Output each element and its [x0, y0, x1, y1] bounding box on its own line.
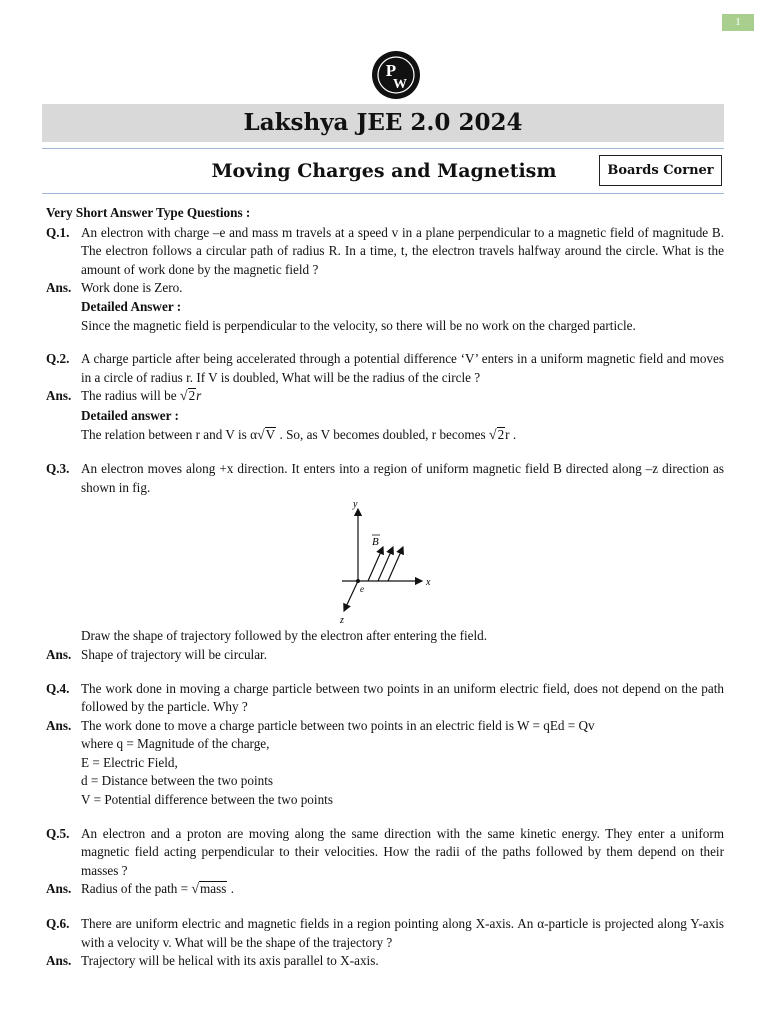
logo-letter-p: P [385, 61, 397, 80]
a2-label: Ans. [46, 388, 72, 404]
q5-text: An electron and a proton are moving along the same direction with the same kinetic energy. They enter a uniform magnetic field acting perpendicular to their velocities. How the radii of the paths followed by them depend on their masses ? [81, 825, 724, 878]
a4-text: The work done to move a charge particle between two points in an electric field is W = qEd = Qv [81, 717, 595, 733]
q1-label: Q.1. [46, 224, 70, 240]
question-2 [46, 350, 724, 387]
a4-line-1: where q = Magnitude of the charge, [81, 736, 270, 752]
a5-label: Ans. [46, 881, 72, 897]
electron-label: e [360, 584, 364, 595]
answer-5 [46, 880, 724, 900]
sqrt-icon: √ [488, 427, 497, 443]
section-heading: Very Short Answer Type Questions : [46, 205, 251, 220]
sqrt-icon: √ [191, 882, 200, 898]
a3-text: Shape of trajectory will be circular. [81, 646, 268, 662]
question-content [46, 204, 724, 971]
a4-line-4: V = Potential difference between the two points [81, 792, 333, 808]
a6-label: Ans. [46, 953, 72, 969]
answer-4 [46, 717, 724, 736]
a1-text: Work done is Zero. [81, 280, 183, 296]
question-4 [46, 680, 724, 717]
electron-dot [356, 579, 360, 583]
a5-suffix: . [230, 881, 235, 897]
a3-label: Ans. [46, 646, 72, 662]
answer-6 [46, 952, 724, 971]
document-title: Lakshya JEE 2.0 2024 [42, 104, 724, 142]
y-axis-label: y [353, 499, 358, 511]
a1-label: Ans. [46, 280, 72, 296]
q2-text: A charge particle after being accelerated through a potential difference ‘V’ enters in a uniform magnetic field and moves in a circle of radius r. If V is doubled, What will be the radius of the circle ? [81, 351, 724, 385]
q4-label: Q.4. [46, 680, 70, 696]
a2-detail-c: r . [505, 426, 517, 442]
answer-3 [46, 646, 724, 665]
a2-detail-heading: Detailed answer : [81, 407, 179, 423]
question-1 [46, 224, 724, 280]
a2-detail-b: . So, as V becomes doubled, r becomes [279, 426, 486, 442]
a2-variable: r [196, 388, 202, 404]
q6-label: Q.6. [46, 916, 70, 932]
sqrt-icon: √ [256, 427, 265, 443]
question-3 [46, 460, 724, 497]
a4-line-3: d = Distance between the two points [81, 773, 274, 789]
q3-text-after: Draw the shape of trajectory followed by the electron after entering the field. [81, 628, 488, 644]
magnetic-field-figure [338, 499, 438, 625]
answer-2 [46, 387, 724, 407]
z-axis-label: z [340, 615, 344, 626]
a5-prefix: Radius of the path = [81, 881, 189, 897]
a6-text: Trajectory will be helical with its axis parallel to X-axis. [81, 953, 379, 969]
divider-bottom [42, 193, 724, 194]
divider-top [42, 148, 724, 149]
sqrt-icon: √ [179, 389, 188, 405]
a1-detail: Since the magnetic field is perpendicular to the velocity, so there will be no work on the charged particle. [81, 317, 636, 333]
boards-corner-badge: Boards Corner [599, 155, 722, 186]
x-axis-label: x [426, 577, 431, 589]
logo-letter-w: W [393, 77, 407, 92]
q1-text: An electron with charge –e and mass m travels at a speed v in a plane perpendicular to a magnetic field of magnitude B. The electron follows a circular path of radius R. In a time, t, the electron travels halfway around the circle. What is the amount of work done by the magnetic field ? [81, 224, 724, 277]
page-number: 1 [722, 14, 754, 31]
q2-label: Q.2. [46, 351, 70, 367]
q3-label: Q.3. [46, 461, 70, 477]
a2-prefix: The radius will be [81, 388, 177, 404]
pw-logo [371, 50, 421, 100]
a4-label: Ans. [46, 717, 72, 733]
a1-detail-heading: Detailed Answer : [81, 298, 182, 314]
a2-detail-a: The relation between r and V is α [81, 426, 257, 442]
question-6 [46, 915, 724, 952]
a5-radicand: mass [200, 881, 227, 897]
answer-1 [46, 279, 724, 298]
q3-text: An electron moves along +x direction. It enters into a region of uniform magnetic field B directed along –z direction as shown in fig. [81, 461, 724, 495]
question-5 [46, 825, 724, 881]
a2-detail-radicand-2: 2 [497, 426, 505, 442]
a2-radicand: 2 [188, 388, 196, 404]
a2-detail [81, 426, 724, 446]
a5-text [81, 880, 724, 900]
a4-line-2: E = Electric Field, [81, 754, 178, 770]
q4-text: The work done in moving a charge particle between two points in an uniform electric field, does not depend on the path followed by the particle. Why ? [81, 680, 724, 715]
b-field-label: B [372, 536, 379, 549]
q5-label: Q.5. [46, 825, 70, 841]
a2-text [81, 387, 724, 407]
q6-text: There are uniform electric and magnetic fields in a region pointing along X-axis. An α-particle is projected along Y-axis with a velocity v. What will be the shape of the trajectory ? [81, 916, 724, 950]
chapter-title: Moving Charges and Magnetism [211, 160, 557, 182]
z-axis [344, 581, 358, 611]
a2-detail-radicand-v: V [265, 426, 276, 442]
